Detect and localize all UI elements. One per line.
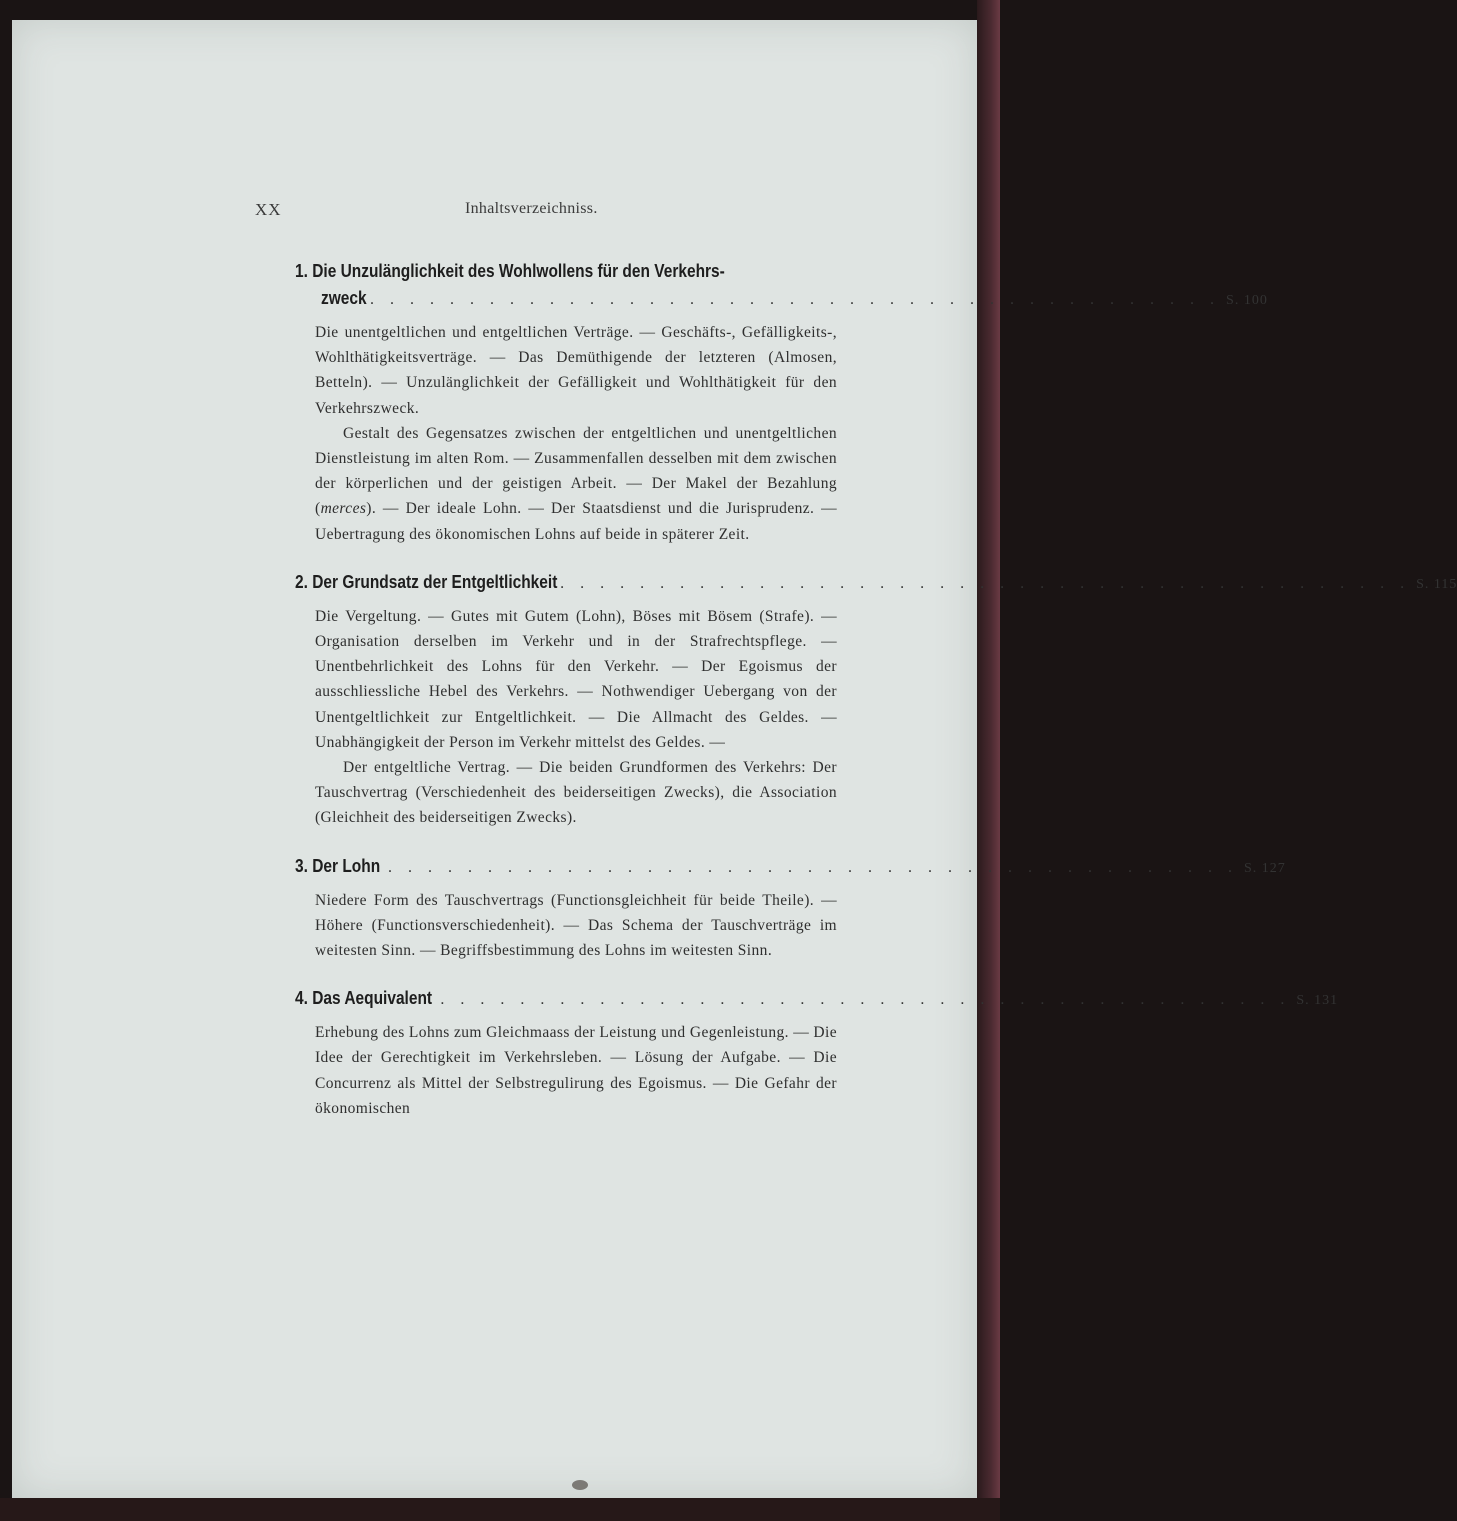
section-heading: 3. Der Lohn: [295, 855, 381, 876]
page-reference: S. 100: [1226, 293, 1268, 308]
scan-bottom-edge: [0, 1498, 1000, 1521]
summary-part: Gestalt des Gegensatzes zwischen der entgeltlichen und unentgeltlichen Dienstleistung im alten Rom. — Zusammenfallen desselben mit dem zwischen der körperlichen und der geistigen Arbeit. — Der Makel der Bezahlung (merces). — Der ideale Lohn. — Der Staatsdienst und die Jurisprudenz. — Uebertragung des ökonomischen Lohns auf beide in späterer Zeit.: [315, 424, 837, 543]
toc-section-3: [295, 853, 1286, 964]
section-heading-cont: zweck: [321, 288, 367, 308]
section-heading-leader: [295, 285, 1268, 314]
section-heading-line: 1. Die Unzulänglichkeit des Wohlwollens für den Verkehrs-: [295, 261, 725, 281]
book-cover-edge: [977, 0, 1000, 1521]
ink-smudge: [572, 1480, 588, 1490]
section-summary: Die Vergeltung. — Gutes mit Gutem (Lohn), Böses mit Bösem (Strafe). — Organisation derselben im Verkehr und in der Strafrechtspflege. — Unentbehrlichkeit des Lohns für den Verkehr. — Der Egoismus der ausschliessliche Hebel des Verkehrs. — Nothwendiger Uebergang von der Unentgeltlichkeit zur Entgeltlichkeit. — Die Allmacht des Geldes. — Unabhängigkeit der Person im Verkehr mittelst des Geldes. —: [315, 607, 837, 751]
section-summary: [315, 421, 837, 547]
italic-term: merces: [320, 500, 367, 518]
section-summary: Der entgeltliche Vertrag. — Die beiden Grundformen des Verkehrs: Der Tauschvertrag (Verschiedenheit des beiderseitigen Zwecks), die Association (Gleichheit des beiderseitigen Zwecks).: [315, 759, 837, 827]
toc-section-1: [295, 258, 1268, 547]
running-header: [255, 200, 835, 224]
leader-dots: . . . . . . . . . . . . . . . . . . . . . . . . . . . . . . . . . . . . . . . . . . .: [370, 291, 1221, 308]
section-heading: 4. Das Aequivalent: [295, 988, 433, 1009]
section-summary: Erhebung des Lohns zum Gleichmaass der Leistung und Gegenleistung. — Die Idee der Gerechtigkeit im Verkehrsleben. — Lösung der Aufgabe. — Die Concurrenz als Mittel der Selbstregulirung des Egoismus. — Die Gefahr der ökonomischen: [315, 1024, 837, 1117]
leader-dots: . . . . . . . . . . . . . . . . . . . . . . . . . . . . . . . . . . . . . . . . . . .: [440, 991, 1291, 1009]
section-summary: Die unentgeltlichen und entgeltlichen Verträge. — Geschäfts-, Gefälligkeits-, Wohlthätigkeitsverträge. — Das Demüthigende der letzteren (Almosen, Betteln). — Unzulänglichkeit der Gefälligkeit und Wohlthätigkeit für den Verkehrszweck.: [315, 324, 837, 417]
section-heading-leader: [295, 985, 1339, 1014]
section-summary: Niedere Form des Tauschvertrags (Functionsgleichheit für beide Theile). — Höhere (Functionsverschiedenheit). — Das Schema der Tauschverträge im weitesten Sinn. — Begriffsbestimmung des Lohns im weitesten Sinn.: [315, 891, 837, 960]
section-heading-leader: [295, 569, 1457, 598]
page-reference: S. 127: [1244, 860, 1286, 876]
section-heading: 2. Der Grundsatz der Entgeltlichkeit: [295, 571, 558, 592]
table-of-contents: [295, 258, 1457, 1143]
page-reference: S. 131: [1296, 993, 1339, 1009]
toc-section-4: [295, 985, 1339, 1121]
leader-dots: . . . . . . . . . . . . . . . . . . . . . . . . . . . . . . . . . . . . . . . . . . .: [560, 574, 1411, 592]
section-heading-leader: [295, 853, 1286, 882]
page-reference: S. 115: [1416, 576, 1457, 592]
page-number: XX: [255, 200, 282, 219]
leader-dots: . . . . . . . . . . . . . . . . . . . . . . . . . . . . . . . . . . . . . . . . . . .: [388, 858, 1239, 876]
toc-section-2: [295, 569, 1457, 831]
running-title: Inhaltsverzeichniss.: [465, 200, 598, 217]
